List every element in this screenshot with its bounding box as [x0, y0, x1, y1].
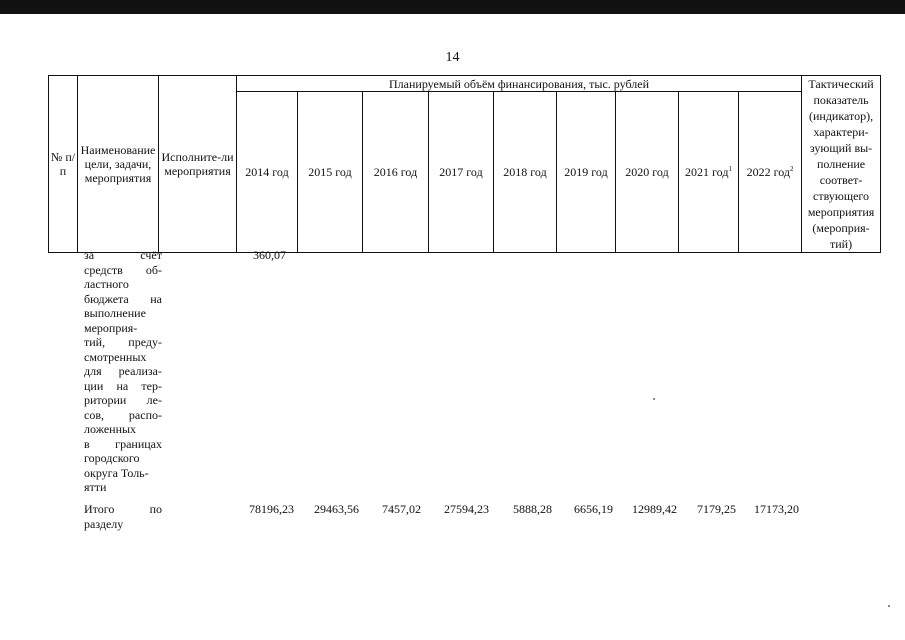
year-2021-text: 2021 год	[685, 165, 729, 179]
header-name: Наименование цели, задачи, мероприятия	[78, 76, 159, 253]
page-number: 14	[445, 50, 460, 65]
total-value-2021: 7179,25	[697, 502, 736, 516]
header-year-2019: 2019 год	[557, 92, 616, 253]
total-value-2022: 17173,20	[754, 502, 799, 516]
financing-table	[48, 75, 881, 253]
header-year-2021	[679, 92, 739, 253]
total-value-2017: 27594,23	[444, 502, 489, 516]
footnote-marker-2: 2	[789, 165, 794, 173]
header-indicator: Тактический показатель (индикатор), характери-зующий вы-полнение соответ-ствующего мероприятия (мероприя-тий)	[802, 76, 881, 253]
total-value-2020: 12989,42	[632, 502, 677, 516]
header-year-2014: 2014 год	[237, 92, 298, 253]
header-year-2017: 2017 год	[429, 92, 494, 253]
row-total-name	[84, 502, 162, 531]
name-line: ложенных	[84, 422, 137, 436]
name-line: за счёт	[84, 248, 162, 262]
name-line: сов, распо-	[84, 407, 162, 422]
name-line: для реализа-	[84, 364, 162, 378]
total-value-2014: 78196,23	[249, 502, 294, 516]
name-line: округа Толь-	[84, 465, 149, 480]
name-line: в границах	[84, 436, 162, 451]
header-financing-title: Планируемый объём финансирования, тыс. рублей	[237, 76, 802, 92]
header-num: № п/п	[49, 76, 78, 253]
footnote-marker-1: 1	[728, 165, 732, 173]
header-year-2020: 2020 год	[616, 92, 679, 253]
total-value-2015: 29463,56	[314, 502, 359, 516]
name-line: мероприя-	[84, 320, 138, 335]
name-line: выполнение	[84, 306, 146, 320]
total-value-2018: 5888,28	[513, 502, 552, 516]
header-year-2016: 2016 год	[363, 92, 429, 253]
scan-top-band	[0, 0, 905, 14]
row-regional-budget-name	[84, 248, 162, 495]
header-year-2022	[739, 92, 802, 253]
name-line: Итого по	[84, 502, 162, 516]
name-line: смотренных	[84, 349, 147, 364]
total-value-2019: 6656,19	[574, 502, 613, 516]
name-line: ции на тер-	[84, 378, 162, 393]
name-line: ятти	[84, 480, 107, 494]
scan-speck	[653, 398, 655, 400]
name-line: разделу	[84, 516, 124, 531]
name-line: средств об-	[84, 262, 162, 277]
total-value-2016: 7457,02	[382, 502, 421, 516]
header-year-2018: 2018 год	[494, 92, 557, 253]
name-line: городского	[84, 451, 140, 465]
name-line: бюджета на	[84, 291, 162, 306]
name-line: ритории ле-	[84, 393, 162, 407]
scan-speck	[888, 605, 890, 607]
name-line: тий, преду-	[84, 335, 162, 349]
header-year-2015: 2015 год	[298, 92, 363, 253]
name-line: ластного	[84, 277, 129, 291]
year-2022-text: 2022 год	[746, 165, 790, 179]
row-regional-budget-value-2014: 360,07	[253, 248, 286, 262]
header-executor: Исполните-ли мероприятия	[159, 76, 237, 253]
